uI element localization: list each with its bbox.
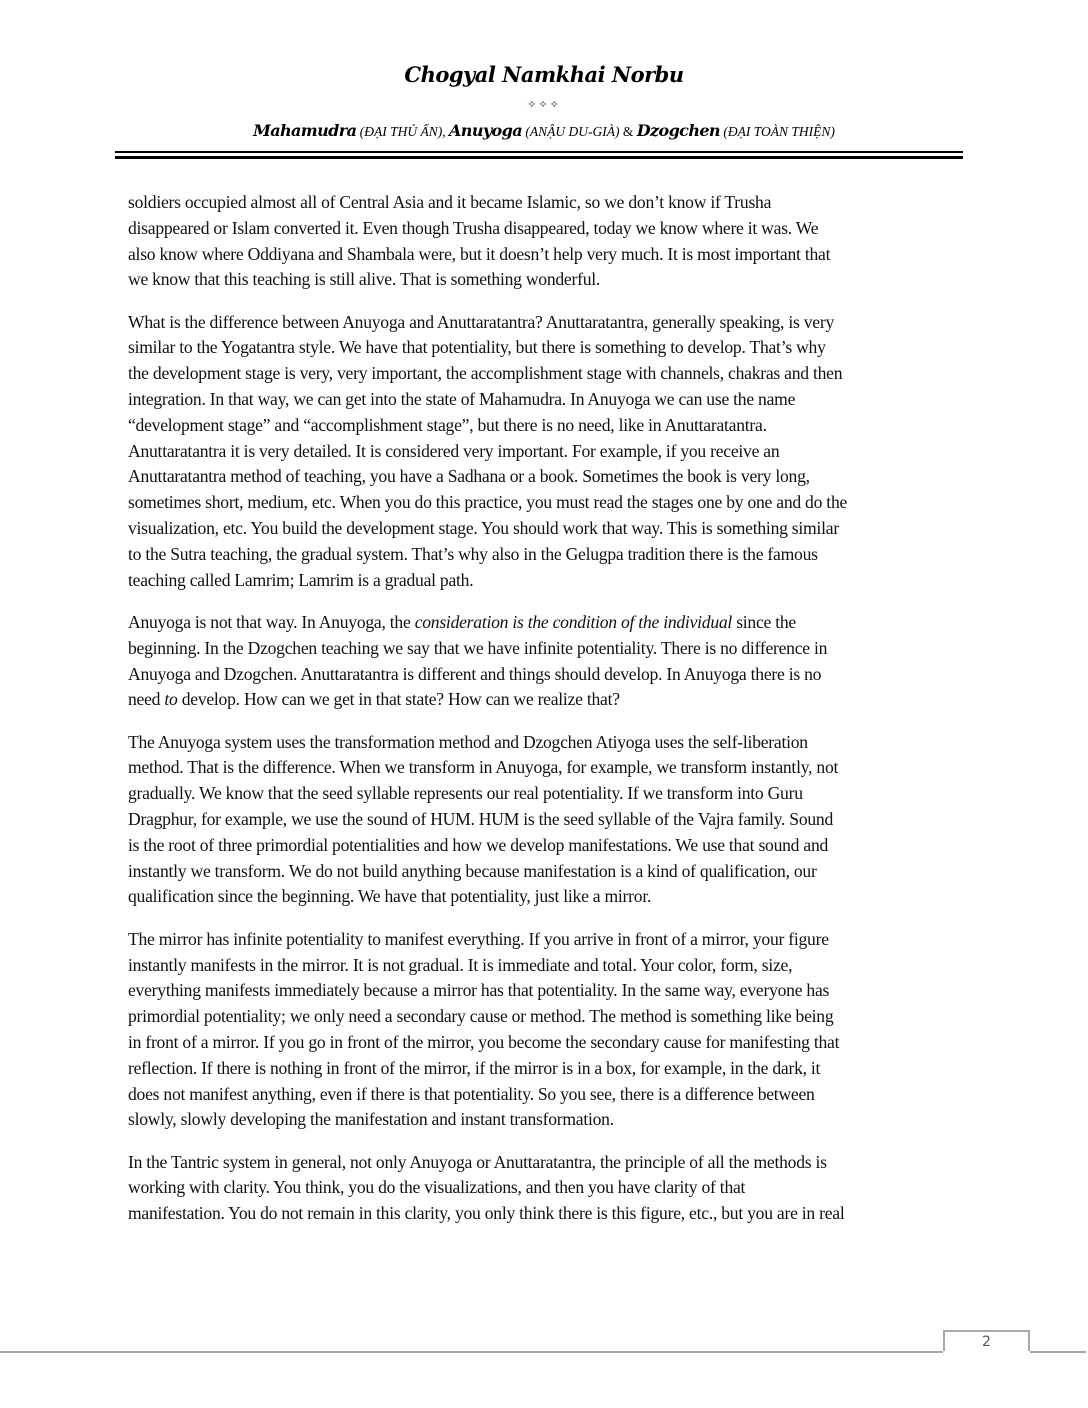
text-line: [128, 884, 964, 910]
text-line: [128, 464, 964, 490]
text-run: everything manifests immediately because a mirror has that potentiality. In the same way, everyone has: [128, 980, 830, 1001]
italic-phrase: to: [164, 689, 178, 710]
text-line: [128, 807, 964, 833]
paragraph: [128, 730, 964, 911]
text-run: also know where Oddiyana and Shambala were, but it doesn’t help very much. It is most important that: [128, 243, 831, 264]
text-run: “development stage” and “accomplishment stage”, but there is no need, like in Anuttaratantra.: [128, 414, 767, 435]
text-run: teaching called Lamrim; Lamrim is a gradual path.: [128, 569, 474, 590]
text-run: What is the difference between Anuyoga and Anuttaratantra? Anuttaratantra, generally speaking, is very: [128, 311, 834, 332]
text-line: [128, 610, 964, 636]
text-line: [128, 636, 964, 662]
text-line: [128, 516, 964, 542]
text-line: [128, 1056, 964, 1082]
text-line: [128, 439, 964, 465]
subtitle-term-anuyoga: Anuyoga: [448, 121, 522, 140]
text-run: The mirror has infinite potentiality to manifest everything. If you arrive in front of a mirror, your figure: [128, 928, 829, 949]
text-run: beginning. In the Dzogchen teaching we say that we have infinite potentiality. There is no difference in: [128, 637, 828, 658]
text-line: [128, 730, 964, 756]
text-run: instantly we transform. We do not build anything because manifestation is a kind of qualification, our: [128, 860, 817, 881]
text-run: soldiers occupied almost all of Central Asia and it became Islamic, so we don’t know if Trusha: [128, 192, 772, 212]
text-line: [128, 687, 964, 713]
text-line: [128, 927, 964, 953]
text-run: The Anuyoga system uses the transformation method and Dzogchen Atiyoga uses the self-liberation: [128, 731, 808, 752]
text-run: since the: [732, 611, 796, 632]
text-run: in front of a mirror. If you go in front of the mirror, you become the secondary cause for manifesting that: [128, 1031, 840, 1052]
text-line: [128, 542, 964, 568]
text-run: Dragphur, for example, we use the sound of HUM. HUM is the seed syllable of the Vajra family. Sound: [128, 809, 834, 830]
text-run: Anuttaratantra method of teaching, you have a Sadhana or a book. Sometimes the book is very long,: [128, 466, 810, 487]
footer-rule-left: [0, 1351, 943, 1353]
text-line: [128, 361, 964, 387]
header-subtitle: [0, 121, 1088, 140]
text-line: [128, 413, 964, 439]
subtitle-term-mahamudra-vn: (ĐẠI THỦ ẤN): [359, 124, 443, 139]
subtitle-term-dzogchen: Dzogchen: [636, 121, 720, 140]
text-line: [128, 190, 964, 216]
text-line: [128, 662, 964, 688]
text-run: to the Sutra teaching, the gradual system. That’s why also in the Gelugpa tradition there is the famous: [128, 543, 818, 564]
text-line: [128, 490, 964, 516]
text-line: [128, 216, 964, 242]
text-line: [128, 859, 964, 885]
text-line: [128, 1107, 964, 1133]
paragraph: [128, 190, 964, 293]
header-rule-thick: [115, 156, 963, 159]
text-run: similar to the Yogatantra style. We have that potentiality, but there is something to develop. That’s why: [128, 337, 826, 358]
text-run: Anuttaratantra it is very detailed. It is considered very important. For example, if you receive an: [128, 440, 780, 461]
text-run: method. That is the difference. When we transform in Anuyoga, for example, we transform instantly, not: [128, 757, 839, 778]
text-line: [128, 755, 964, 781]
text-run: Anuyoga and Dzogchen. Anuttaratantra is different and things should develop. In Anuyoga there is no: [128, 663, 822, 684]
text-line: [128, 1150, 964, 1176]
text-run: is the root of three primordial potentialities and how we develop manifestations. We use that sound and: [128, 834, 829, 855]
text-run: visualization, etc. You build the development stage. You should work that way. This is something similar: [128, 518, 839, 539]
paragraph: [128, 1150, 964, 1227]
text-line: [128, 1030, 964, 1056]
text-run: we know that this teaching is still alive. That is something wonderful.: [128, 269, 601, 290]
text-run: gradually. We know that the seed syllable represents our real potentiality. If we transform into Guru: [128, 783, 803, 804]
text-line: [128, 781, 964, 807]
text-run: slowly, slowly developing the manifestation and instant transformation.: [128, 1109, 614, 1130]
subtitle-separator-comma: ,: [442, 124, 446, 139]
text-run: qualification since the beginning. We have that potentiality, just like a mirror.: [128, 886, 652, 907]
text-line: [128, 568, 964, 594]
paragraph: [128, 927, 964, 1133]
text-run: the development stage is very, very important, the accomplishment stage with channels, chakras and then: [128, 363, 843, 384]
text-run: need: [128, 689, 165, 710]
header-author: Chogyal Namkhai Norbu: [404, 62, 684, 87]
header-ornament: ✧✧✧: [527, 98, 561, 111]
text-line: [128, 1082, 964, 1108]
text-run: reflection. If there is nothing in front of the mirror, if the mirror is in a box, for example, in the dark, it: [128, 1057, 821, 1078]
text-run: sometimes short, medium, etc. When you do this practice, you must read the stages one by one and do the: [128, 492, 848, 513]
text-run: In the Tantric system in general, not only Anuyoga or Anuttaratantra, the principle of all the methods is: [128, 1151, 827, 1172]
header-rule-thin: [115, 151, 963, 153]
text-line: [128, 833, 964, 859]
text-line: [128, 310, 964, 336]
text-line: [128, 1201, 964, 1227]
text-run: manifestation. You do not remain in this clarity, you only think there is this figure, etc., but you are in real: [128, 1203, 845, 1224]
text-line: [128, 1004, 964, 1030]
text-run: instantly manifests in the mirror. It is not gradual. It is immediate and total. Your color, form, size,: [128, 954, 793, 975]
text-line: [128, 242, 964, 268]
text-run: develop. How can we get in that state? How can we realize that?: [177, 689, 620, 710]
text-line: [128, 335, 964, 361]
page-number: 2: [982, 1334, 991, 1350]
paragraph: [128, 310, 964, 594]
text-line: [128, 267, 964, 293]
italic-phrase: consideration is the condition of the individual: [414, 611, 733, 632]
text-line: [128, 953, 964, 979]
text-line: [128, 387, 964, 413]
text-run: Anuyoga is not that way. In Anuyoga, the: [128, 611, 415, 632]
text-run: working with clarity. You think, you do the visualizations, and then you have clarity of that: [128, 1177, 746, 1198]
subtitle-term-anuyoga-vn: (ANẬU DU-GIÀ): [525, 124, 620, 139]
body-text: [128, 190, 964, 1243]
text-run: disappeared or Islam converted it. Even though Trusha disappeared, today we know where it was. We: [128, 217, 819, 238]
text-line: [128, 978, 964, 1004]
text-line: [128, 1175, 964, 1201]
text-run: does not manifest anything, even if there is that potentiality. So you see, there is a difference between: [128, 1083, 815, 1104]
footer-rule-right: [1030, 1351, 1086, 1353]
text-run: primordial potentiality; we only need a secondary cause or method. The method is something like being: [128, 1006, 834, 1027]
subtitle-term-mahamudra: Mahamudra: [253, 121, 357, 140]
subtitle-term-dzogchen-vn: (ĐẠI TOÀN THIỆN): [723, 124, 835, 139]
text-run: integration. In that way, we can get into the state of Mahamudra. In Anuyoga we can use the name: [128, 389, 796, 410]
paragraph: [128, 610, 964, 713]
subtitle-separator-ampersand: &: [622, 124, 634, 139]
